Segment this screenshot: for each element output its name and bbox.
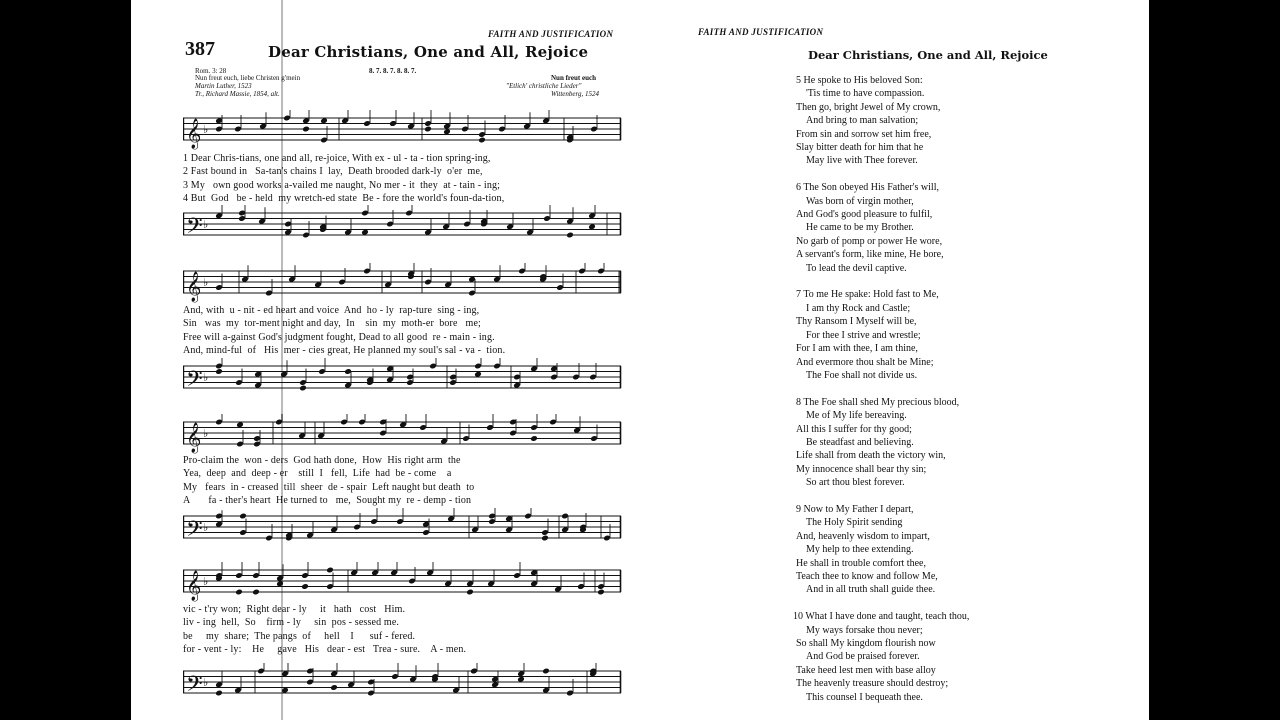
lyric-line: for - vent - ly: He gave His dear - est Trea - sure. A - men. [183,643,467,655]
verse-line: 9 Now to My Father I depart, [796,503,914,515]
clef-icon: 𝄢 [186,517,203,547]
verse-line: My help to thee extending. [806,544,914,556]
tune-name: Nun freut euch [551,74,596,82]
lyric-line: Yea, deep and deep - er still I fell, Life had be - come a [183,468,452,480]
verse-line: Be steadfast and believing. [806,436,914,448]
verse-line: The heavenly treasure should destroy; [796,678,949,690]
verse-line: 6 The Son obeyed His Father's will, [796,182,939,194]
svg-text:♭: ♭ [203,521,209,534]
verse-line: Take heed lest men with base alloy [796,664,936,676]
lyric-line: 3 My own good works a-vailed me naught, No mer - it they at - tain - ing; [183,179,501,191]
tune-place: Wittenberg, 1524 [551,90,599,98]
verse-line: Teach thee to know and follow Me, [796,570,938,582]
verse-line: Me of My life bereaving. [806,410,907,422]
treble-staff [183,562,623,602]
running-head-left: FAITH AND JUSTIFICATION [488,29,614,39]
lyric-line: be my share; The pangs of hell I suf - fered. [183,630,416,642]
lyrics-block [183,603,623,656]
verse-line: And bring to man salvation; [806,115,919,127]
clef-icon: 𝄞 [186,272,202,302]
svg-text:♭: ♭ [203,676,209,689]
verse-line: 8 The Foe shall shed My precious blood, [796,396,960,408]
verse-line: He shall in trouble comfort thee, [796,557,926,569]
stanza [796,396,969,490]
lyric-line: And, with u - nit - ed heart and voice And ho - ly rap-ture sing - ing, [183,305,480,316]
running-head-right: FAITH AND JUSTIFICATION [698,27,824,37]
verse-line: For thee I strive and wrestle; [806,329,921,341]
bass-staff [183,205,623,245]
svg-text:♭: ♭ [203,427,209,440]
svg-text:♭: ♭ [203,218,209,231]
verse-line: So shall My kingdom flourish now [796,637,936,649]
verse-line: 7 To me He spake: Hold fast to Me, [796,289,939,301]
stanza [796,181,969,275]
clef-icon: 𝄢 [186,214,203,244]
bass-staff [183,508,623,548]
meter: 8. 7. 8. 7. 8. 8. 7. [369,67,417,75]
verse-line: He came to be my Brother. [806,222,914,234]
lyric-line: Free will a-gainst God's judgment fought, Dead to all good re - main - ing. [183,331,495,343]
clef-icon: 𝄢 [186,367,203,397]
stanza [796,288,969,382]
author-credit: Martin Luther, 1523 [195,82,252,90]
treble-staff [183,414,623,454]
verse-line: And God be praised forever. [806,651,920,663]
verse-line: 10 What I have done and taught, teach thou, [793,611,970,623]
lyrics-block [183,304,623,357]
svg-text:♭: ♭ [203,575,209,588]
lyric-line: vic - t'ry won; Right dear - ly it hath cost Him. [183,604,406,615]
hymnal-page-spread [131,0,1149,720]
scripture-reference: Rom. 3: 28 [195,67,227,75]
lyric-line: And, mind-ful of His mer - cies great, He planned my soul's sal - va - tion. [183,344,506,356]
verse-line: Slay bitter death for him that he [796,142,924,154]
verse-line: For I am with thee, I am thine, [796,343,918,355]
stanza [796,503,969,597]
verse-line: To lead the devil captive. [806,262,907,274]
verse-line: Thy Ransom I Myself will be, [796,316,917,328]
stanza [796,74,969,168]
bass-staff [183,663,623,703]
lyric-line: 2 Fast bound in Sa-tan's chains I lay, Death brooded dark-ly o'er me, [183,166,483,178]
hymn-title: Dear Christians, One and All, Rejoice [268,43,589,61]
verse-line: All this I suffer for thy good; [796,423,912,435]
verse-line: The Holy Spirit sending [806,517,903,529]
lyric-line: Sin was my tor-ment night and day, In sin my moth-er bore me; [183,318,481,330]
verse-line: From sin and sorrow set him free, [796,128,932,140]
verse-line: 5 He spoke to His beloved Son: [796,75,923,86]
verse-line: My innocence shall bear thy sin; [796,463,927,475]
clef-icon: 𝄞 [186,423,202,453]
clef-icon: 𝄞 [186,119,202,149]
translator-credit: Tr., Richard Massie, 1854, alt. [195,90,280,98]
lyrics-block [183,454,623,507]
lyric-line: Pro-claim the won - ders God hath done, How His right arm the [183,455,461,466]
bass-staff [183,358,623,398]
verse-line: The Foe shall not divide us. [806,369,918,381]
lyric-line: A fa - ther's heart He turned to me, Sought my re - demp - tion [183,494,472,506]
hymn-number: 387 [185,38,215,60]
verse-line: And in all truth shall guide thee. [806,584,936,596]
clef-icon: 𝄢 [186,672,203,702]
verse-line: No garb of pomp or power He wore, [796,235,943,247]
verse-line: Then go, bright Jewel of My crown, [796,101,941,113]
verse-line: So art thou blest forever. [806,477,905,489]
svg-text:♭: ♭ [203,371,209,384]
verse-line: Was born of virgin mother, [806,195,914,207]
lyric-line: My fears in - creased till sheer de - spair Left naught but death to [183,481,475,493]
verse-line: My ways forsake thou never; [806,624,923,636]
stanza-list [793,74,970,717]
tune-source: "Etlich' christliche Lieder" [506,82,582,90]
treble-staff [183,263,623,303]
verse-line: Life shall from death the victory win, [796,450,946,462]
clef-icon: 𝄞 [186,571,202,601]
verse-line: I am thy Rock and Castle; [806,302,911,314]
svg-text:♭: ♭ [203,276,209,289]
verse-line: This counsel I bequeath thee. [806,691,923,703]
verse-line: 'Tis time to have compassion. [806,88,925,100]
lyric-line: 1 Dear Chris-tians, one and all, re-joice, With ex - ul - ta - tion spring-ing, [183,153,491,164]
verse-line: And evermore thou shalt be Mine; [796,356,934,368]
verse-line: And, heavenly wisdom to impart, [796,530,930,542]
treble-staff [183,110,623,150]
right-page-title: Dear Christians, One and All, Rejoice [808,48,1048,62]
lyrics-block [183,152,623,205]
stanza [793,610,969,704]
verse-line: A servant's form, like mine, He bore, [796,249,944,261]
svg-text:♭: ♭ [203,123,209,136]
lyric-line: 4 But God be - held my wretch-ed state Be - fore the world's foun-da-tion, [183,192,505,204]
lyric-line: liv - ing hell, So firm - ly sin pos - sessed me. [183,617,400,629]
verse-line: May live with Thee forever. [806,155,918,167]
original-title: Nun freut euch, liebe Christen g'mein [195,74,301,82]
verse-line: And God's good pleasure to fulfil, [796,209,933,221]
